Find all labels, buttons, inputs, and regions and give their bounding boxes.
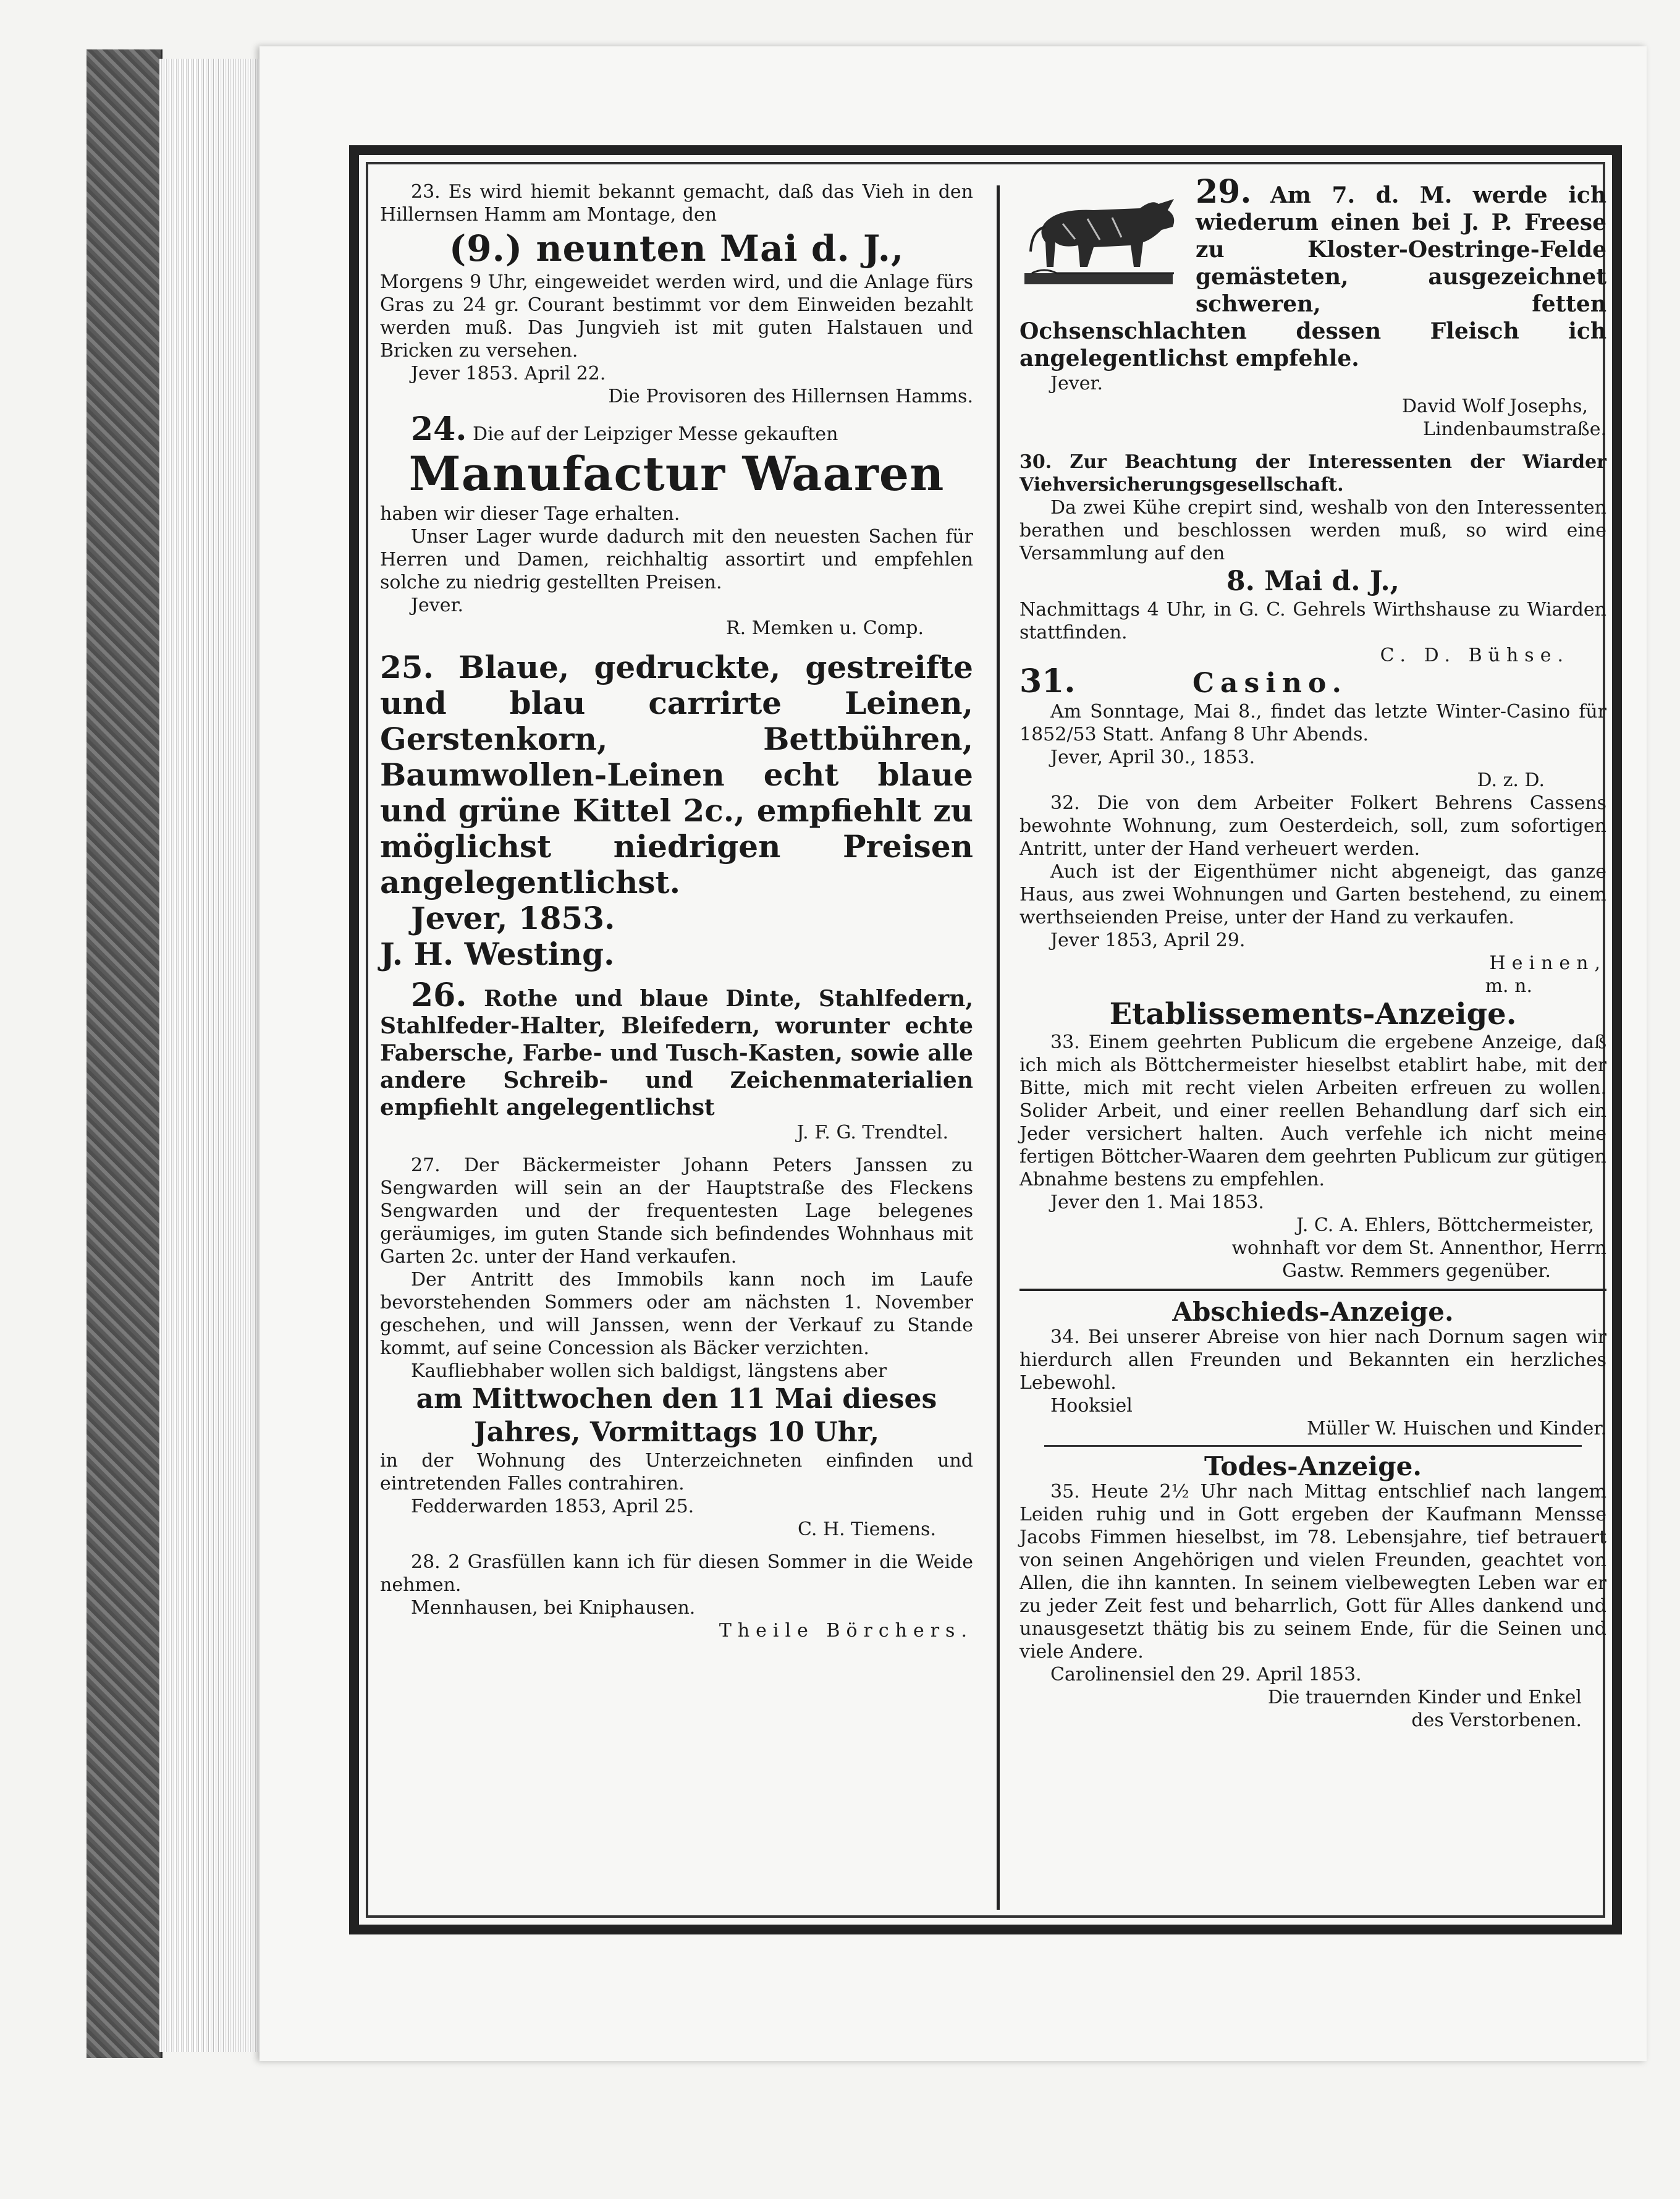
ad29-text: Am 7. d. M. werde ich wiederum einen bei J. P. Freese zu Kloster-Oestringe-Felde gemästeten, ausgezeichnet schweren, fetten Ochsenschlachten dessen Fleisch ich angelegentlichst empfehle. xyxy=(1019,182,1606,371)
ad-29 xyxy=(1019,173,1606,441)
ad-35 xyxy=(1019,1453,1606,1732)
ad35-text: 35. Heute 2½ Uhr nach Mittag entschlief nach langem Leiden ruhig und in Gott ergeben der Kaufmann Mensse Jacobs Fimmen hieselbst, im 78. Lebensjahre, tief betrauert von seinen Angehörigen und vielen Freunden, geachtet von Allen, die ihn kannten. In seinem vielbewegten Leben war er zu jeder Zeit fest und beharrlich, Gott für Alles dankend und unausgesetzt thätig bis zu seinem Ende, für die Seinen und viele Andere. xyxy=(1019,1481,1606,1663)
ad-30 xyxy=(1019,451,1606,667)
column-divider xyxy=(997,185,1000,1910)
ad33-text: 33. Einem geehrten Publicum die ergebene Anzeige, daß ich mich als Böttchermeister hieselbst etablirt habe, mit der Bitte, mich mit recht vielen Arbeiten erfreuen zu wollen. Solider Arbeit, und einer reellen Behandlung darf sich ein Jeder versichert halten. Auch verfehle ich nicht meine fertigen Böttcher-Waaren dem geehrten Publicum zur gütigen Abnahme bestens zu empfehlen. xyxy=(1019,1032,1606,1190)
ad32-text-2: Auch ist der Eigenthümer nicht abgeneigt, das ganze Haus, aus zwei Wohnungen und Garten bestehend, zu einem werthseienden Preise, unter der Hand zu verkaufen. xyxy=(1019,861,1606,928)
ad23-date: (9.) neunten Mai d. J., xyxy=(449,227,905,269)
ad35-signature-2: des Verstorbenen. xyxy=(1411,1710,1582,1731)
ad27-text-4: in der Wohnung des Unterzeichneten einfinden und eintretenden Falles contrahiren. xyxy=(380,1450,973,1494)
ad31-signature: D. z. D. xyxy=(1477,769,1545,791)
ad24-text-1: haben wir dieser Tage erhalten. xyxy=(380,503,680,525)
ad24-headline: Manufactur Waaren xyxy=(408,446,945,501)
ad24-place: Jever. xyxy=(411,595,464,616)
ad32-text-1: 32. Die von dem Arbeiter Folkert Behrens Cassens bewohnte Wohnung, zum Oesterdeich, soll, zum sofortigen Antritt, unter der Hand verheuert werden. xyxy=(1019,792,1606,860)
ad-34 xyxy=(1019,1299,1606,1440)
ad33-place: Jever den 1. Mai 1853. xyxy=(1050,1192,1264,1213)
ad-26 xyxy=(380,977,973,1144)
ad30-heading: 30. Zur Beachtung der Interessenten der Wiarder Viehversicherungsgesellschaft. xyxy=(1019,451,1606,496)
ad-31 xyxy=(1019,663,1606,792)
ad27-text-2: Der Antritt des Immobils kann noch im Laufe bevorstehenden Sommers oder am nächsten 1. November geschehen, und will Janssen, wenn der Verkauf zu Stande kommt, auf seine Concession als Bäcker verzichten. xyxy=(380,1269,973,1359)
ad30-date: 8. Mai d. J., xyxy=(1226,566,1399,597)
ad33-headline: Etablissements-Anzeige. xyxy=(1109,997,1517,1032)
ad23-place: Jever 1853. April 22. xyxy=(411,363,606,384)
ad25-text: 25. Blaue, gedruckte, gestreifte und blau carrirte Leinen, Gerstenkorn, Bettbühren, Baumwollen-Leinen echt blaue und grüne Kittel 2c., empfiehlt zu möglichst niedrigen Preisen angelegentlichst. xyxy=(380,649,973,900)
ad35-signature-1: Die trauernden Kinder und Enkel xyxy=(1267,1687,1582,1708)
ad29-signature-1: David Wolf Josephs, xyxy=(1401,396,1588,417)
ad29-signature-2: Lindenbaumstraße. xyxy=(1423,418,1606,440)
ad25-signature: J. H. Westing. xyxy=(380,936,615,972)
ad-25 xyxy=(380,650,973,972)
ad27-text-3: Kaufliebhaber wollen sich baldigst, längstens aber xyxy=(411,1360,887,1382)
ad28-place: Mennhausen, bei Kniphausen. xyxy=(411,1597,696,1619)
ad29-number: 29. xyxy=(1196,173,1252,211)
ad31-headline: Casino. xyxy=(1192,667,1348,699)
right-column xyxy=(1019,173,1606,1732)
ad34-text: 34. Bei unserer Abreise von hier nach Dornum sagen wir hierdurch allen Freunden und Bekannten ein herzliches Lebewohl. xyxy=(1019,1326,1606,1394)
ad27-place: Fedderwarden 1853, April 25. xyxy=(411,1496,694,1517)
ad30-text-1: Da zwei Kühe crepirt sind, weshalb von den Interessenten berathen und beschlossen werden muß, so wird eine Versammlung auf den xyxy=(1019,497,1606,564)
ad24-text-2: Unser Lager wurde dadurch mit den neuesten Sachen für Herren und Damen, reichhaltig assortirt und empfehlen solche zu niedrig gestellten Preisen. xyxy=(380,526,973,593)
ad24-intro: Die auf der Leipziger Messe gekauften xyxy=(473,423,838,445)
ad31-place: Jever, April 30., 1853. xyxy=(1050,747,1256,768)
ad26-number: 26. xyxy=(411,977,467,1014)
ad23-signature: Die Provisoren des Hillernsen Hamms. xyxy=(608,386,973,407)
ad35-place: Carolinensiel den 29. April 1853. xyxy=(1050,1664,1362,1685)
ad32-place: Jever 1853, April 29. xyxy=(1050,930,1246,951)
ad33-signature-1: J. C. A. Ehlers, Böttchermeister, xyxy=(1296,1214,1594,1236)
ad26-text: Rothe und blaue Dinte, Stahlfedern, Stahlfeder-Halter, Bleifedern, worunter echte Fabersche, Farbe- und Tusch-Kasten, sowie alle andere Schreib- und Zeichenmaterialien empfiehlt angelegentlichst xyxy=(380,986,973,1121)
ad28-signature: Theile Börchers. xyxy=(719,1620,973,1642)
book-cover-edge xyxy=(87,49,163,2058)
ad27-text-1: 27. Der Bäckermeister Johann Peters Janssen zu Sengwarden will sein an der Hauptstraße des Fleckens Sengwarden und der frequentesten Lage belegenes geräumiges, im guten Stande sich befindendes Wohnhaus mit Garten 2c. unter der Hand verkaufen. xyxy=(380,1155,973,1268)
ad31-text: Am Sonntage, Mai 8., findet das letzte Winter-Casino für 1852/53 Statt. Anfang 8 Uhr Abends. xyxy=(1019,701,1606,745)
ad32-signature-1: Heinen, xyxy=(1489,952,1606,974)
ad31-number: 31. xyxy=(1019,663,1076,700)
ad-32 xyxy=(1019,792,1606,998)
ad-28 xyxy=(380,1551,973,1642)
ad24-number: 24. xyxy=(411,410,467,448)
ad-24 xyxy=(380,410,973,640)
ad33-signature-2: wohnhaft vor dem St. Annenthor, Herrn xyxy=(1231,1237,1606,1259)
ad24-signature: R. Memken u. Comp. xyxy=(726,617,924,639)
page-stack-edges xyxy=(159,59,264,2052)
ad27-signature: C. H. Tiemens. xyxy=(797,1519,936,1540)
left-column xyxy=(380,180,973,1642)
separator-rule-thin xyxy=(1044,1445,1582,1447)
ad-27 xyxy=(380,1154,973,1541)
separator-rule xyxy=(1019,1289,1606,1291)
ad33-signature-3: Gastw. Remmers gegenüber. xyxy=(1282,1260,1551,1282)
ad28-text: 28. 2 Grasfüllen kann ich für diesen Sommer in die Weide nehmen. xyxy=(380,1551,973,1596)
ad23-text: 23. Es wird hiemit bekannt gemacht, daß das Vieh in den Hillernsen Hamm am Montage, den xyxy=(380,181,973,226)
ad34-place: Hooksiel xyxy=(1050,1395,1133,1417)
ad30-text-2: Nachmittags 4 Uhr, in G. C. Gehrels Wirthshause zu Wiarden stattfinden. xyxy=(1019,599,1606,643)
ad30-signature: C. D. Bühse. xyxy=(1380,645,1569,666)
ad32-signature-2: m. n. xyxy=(1485,975,1532,997)
ad-23 xyxy=(380,180,973,408)
ad25-place: Jever, 1853. xyxy=(411,900,615,936)
ad34-headline: Abschieds-Anzeige. xyxy=(1172,1297,1454,1327)
ad27-date: am Mittwochen den 11 Mai dieses Jahres, Vormittags 10 Uhr, xyxy=(416,1383,937,1448)
ad29-place: Jever. xyxy=(1050,373,1104,394)
ad35-headline: Todes-Anzeige. xyxy=(1204,1451,1422,1481)
ox-woodcut-icon xyxy=(1019,180,1189,295)
ad26-signature: J. F. G. Trendtel. xyxy=(796,1122,948,1143)
ad23-body: Morgens 9 Uhr, eingeweidet werden wird, und die Anlage fürs Gras zu 24 gr. Courant bestimmt vor dem Einweiden bezahlt werden muß. Das Jungvieh ist mit guten Halstauen und Bricken zu versehen. xyxy=(380,271,973,362)
ad-33 xyxy=(1019,998,1606,1282)
ad34-signature: Müller W. Huischen und Kinder. xyxy=(1307,1418,1606,1439)
